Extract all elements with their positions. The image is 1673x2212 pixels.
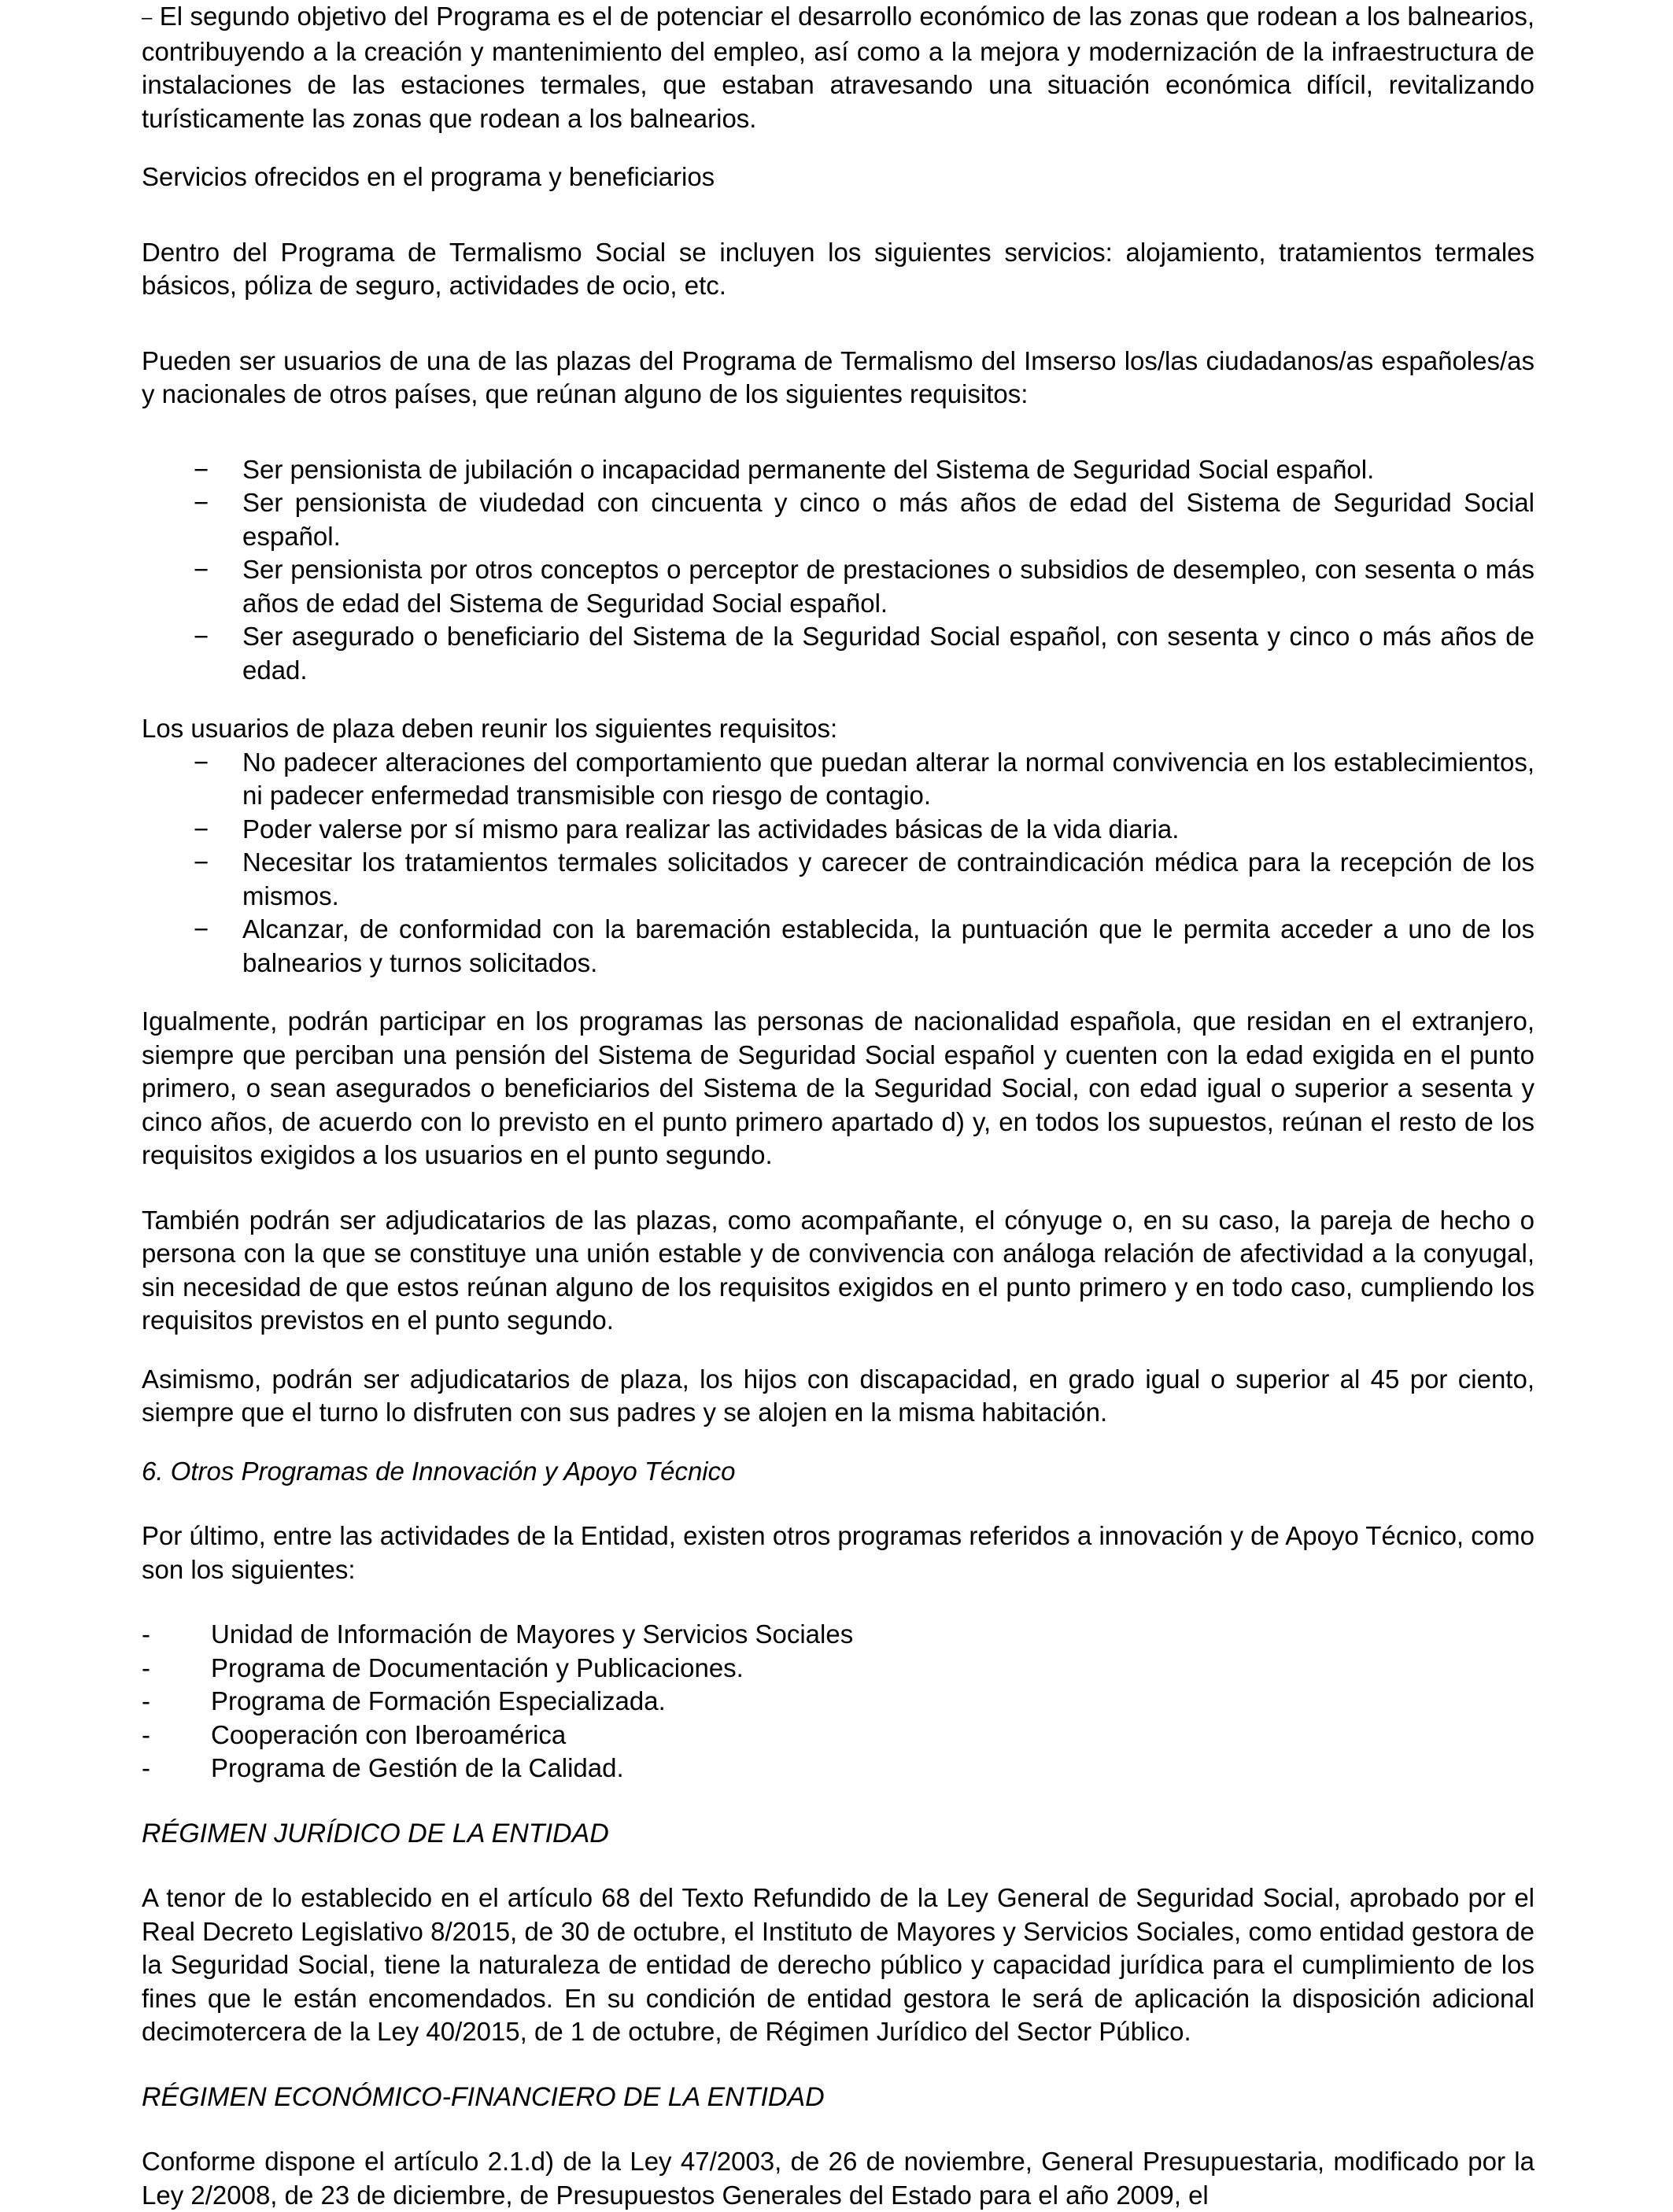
section-6-heading: 6. Otros Programas de Innovación y Apoyo Técnico [142, 1456, 736, 1486]
list-item [142, 620, 1535, 687]
list-item-text: Ser pensionista de jubilación o incapacidad permanente del Sistema de Seguridad Social español. [242, 454, 1375, 484]
list-item [142, 746, 1535, 813]
list-item-text: Ser asegurado o beneficiario del Sistema de la Seguridad Social español, con sesenta y cinco o más años de edad. [242, 622, 1535, 685]
list-item [142, 1685, 1535, 1719]
list-marker: − [194, 814, 209, 844]
list-item [142, 486, 1535, 553]
beneficiary-requirements-list [142, 453, 1535, 688]
list-item-text: Poder valerse por sí mismo para realizar las actividades básicas de la vida diaria. [242, 814, 1180, 844]
paragraph-text: El segundo objetivo del Programa es el de potenciar el desarrollo económico de las zonas que rodean a los balnearios, contribuyendo a la creación y mantenimiento del empleo, así como a la mejora y modernización de la infraestructura de instalaciones de las estaciones termales, que estaban atravesando una situación económica difícil, revitalizando turísticamente las zonas que rodean a los balnearios. [142, 2, 1535, 133]
document-page [142, 0, 1535, 2210]
list-marker: - [142, 1619, 150, 1649]
user-requirements-list [142, 746, 1535, 980]
list-item [142, 813, 1535, 847]
list-item-text: Cooperación con Iberoamérica [211, 1719, 567, 1749]
services-heading: Servicios ofrecidos en el programa y beneficiarios [142, 162, 715, 191]
list-marker: - [142, 1719, 150, 1749]
paragraph-second-objective [142, 0, 1535, 135]
paragraph-other-programs-intro: Por último, entre las actividades de la Entidad, existen otros programas referidos a innovación y de Apoyo Técnico, como son los siguientes: [142, 1521, 1535, 1584]
list-item-text: Necesitar los tratamientos termales solicitados y carecer de contraindicación médica para la recepción de los mismos. [242, 848, 1535, 910]
regimen-juridico-heading: RÉGIMEN JURÍDICO DE LA ENTIDAD [142, 1818, 609, 1848]
list-item [142, 1652, 1535, 1686]
paragraph-companions: También podrán ser adjudicatarios de las plazas, como acompañante, el cónyuge o, en su caso, la pareja de hecho o persona con la que se constituye una unión estable y de convivencia con análoga relación de afectividad a la conyugal, sin necesidad de que estos reúnan alguno de los requisitos exigidos en el punto primero y en todo caso, cumpliendo los requisitos previstos en el punto segundo. [142, 1205, 1535, 1335]
list-item-text: Alcanzar, de conformidad con la baremación establecida, la puntuación que le permita acceder a uno de los balnearios y turnos solicitados. [242, 914, 1535, 977]
list-marker: − [194, 747, 209, 777]
list-item-text: Programa de Formación Especializada. [211, 1686, 666, 1715]
list-item [142, 1618, 1535, 1652]
list-item-text: Ser pensionista de viudedad con cincuenta y cinco o más años de edad del Sistema de Seguridad Social español. [242, 488, 1535, 551]
list-item [142, 553, 1535, 620]
paragraph-beneficiaries-intro: Pueden ser usuarios de una de las plazas del Programa de Termalismo del Imserso los/las ciudadanos/as españoles/as y nacionales de otros países, que reúnan alguno de los siguientes requisitos: [142, 345, 1535, 408]
list-item-text: Ser pensionista por otros conceptos o perceptor de prestaciones o subsidios de desempleo, con sesenta o más años de edad del Sistema de Seguridad Social español. [242, 555, 1535, 618]
list-item [142, 1752, 1535, 1785]
list-item-text: Programa de Gestión de la Calidad. [211, 1753, 624, 1782]
list-marker: − [194, 454, 209, 484]
list-marker: − [194, 848, 209, 877]
list-item [142, 1719, 1535, 1752]
list-marker: - [142, 1753, 150, 1782]
paragraph-services: Dentro del Programa de Termalismo Social se incluyen los siguientes servicios: alojamiento, tratamientos termales básicos, póliza de seguro, actividades de ocio, etc. [142, 237, 1535, 300]
paragraph-dash-marker: – [142, 7, 153, 28]
paragraph-residents-abroad: Igualmente, podrán participar en los programas las personas de nacionalidad española, que residan en el extranjero, siempre que perciban una pensión del Sistema de Seguridad Social español y cuenten con la edad exigida en el punto primero, o sean asegurados o beneficiarios del Sistema de la Seguridad Social, con edad igual o superior a sesenta y cinco años, de acuerdo con lo previsto en el punto primero apartado d) y, en todos los supuestos, reúnan el resto de los requisitos exigidos a los usuarios en el punto segundo. [142, 1006, 1535, 1169]
list-item-text: No padecer alteraciones del comportamiento que puedan alterar la normal convivencia en los establecimientos, ni padecer enfermedad transmisible con riesgo de contagio. [242, 747, 1535, 810]
paragraph-children-disability: Asimismo, podrán ser adjudicatarios de plaza, los hijos con discapacidad, en grado igual o superior al 45 por ciento, siempre que el turno lo disfruten con sus padres y se alojen en la misma habitación. [142, 1364, 1535, 1427]
regimen-economico-heading: RÉGIMEN ECONÓMICO-FINANCIERO DE LA ENTIDAD [142, 2081, 825, 2112]
list-marker: - [142, 1653, 150, 1682]
list-marker: - [142, 1686, 150, 1715]
paragraph-user-requirements-intro: Los usuarios de plaza deben reunir los siguientes requisitos: [142, 714, 838, 743]
list-marker: − [194, 555, 209, 584]
list-marker: − [194, 622, 209, 651]
other-programs-list [142, 1618, 1535, 1785]
list-item-text: Programa de Documentación y Publicaciones. [211, 1653, 744, 1682]
list-item [142, 453, 1535, 487]
list-marker: − [194, 914, 209, 944]
list-item [142, 846, 1535, 913]
paragraph-regimen-economico: Conforme dispone el artículo 2.1.d) de la Ley 47/2003, de 26 de noviembre, General Presupuestaria, modificado por la Ley 2/2008, de 23 de diciembre, de Presupuestos Generales del Estado para el año 2009, el [142, 2147, 1535, 2210]
list-marker: − [194, 488, 209, 517]
list-item [142, 913, 1535, 980]
paragraph-regimen-juridico: A tenor de lo establecido en el artículo 68 del Texto Refundido de la Ley General de Seguridad Social, aprobado por el Real Decreto Legislativo 8/2015, de 30 de octubre, el Instituto de Mayores y Servicios Sociales, como entidad gestora de la Seguridad Social, tiene la naturaleza de entidad de derecho público y capacidad jurídica para el cumplimiento de los fines que le están encomendados. En su condición de entidad gestora le será de aplicación la disposición adicional decimotercera de la Ley 40/2015, de 1 de octubre, de Régimen Jurídico del Sector Público. [142, 1883, 1535, 2046]
list-item-text: Unidad de Información de Mayores y Servicios Sociales [211, 1619, 854, 1649]
